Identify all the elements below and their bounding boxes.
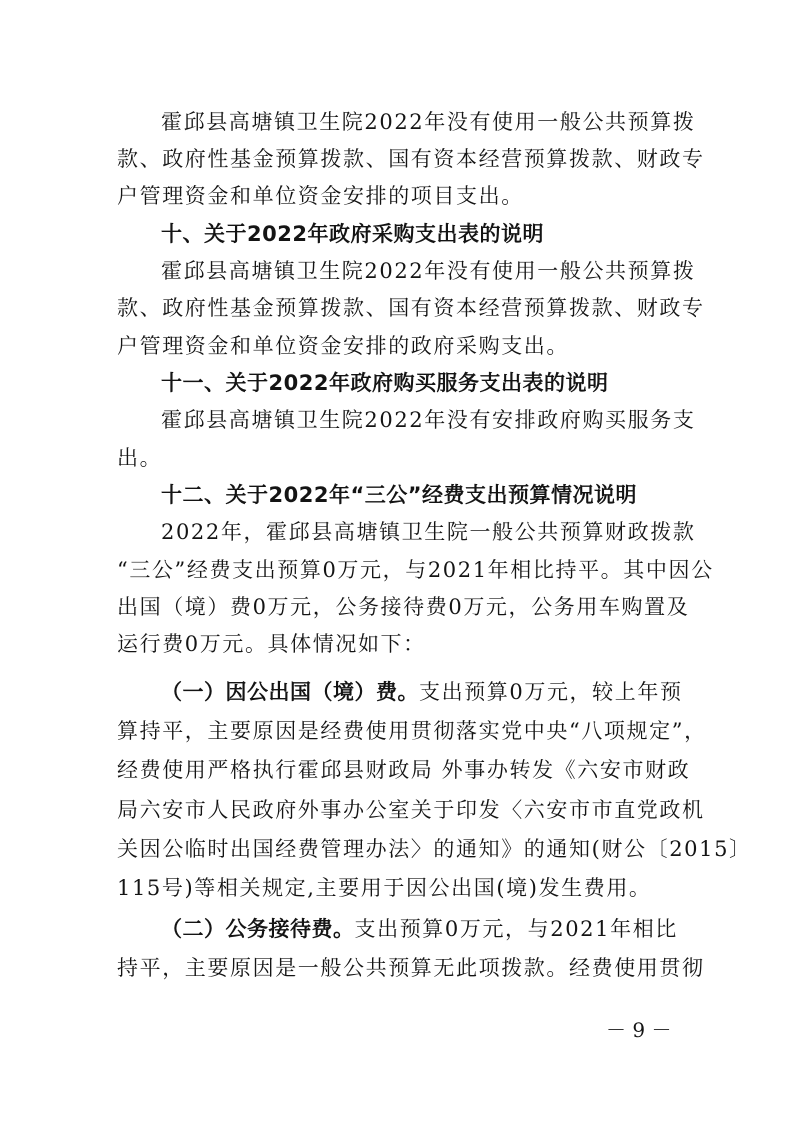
page-number: － 9 － [606, 1018, 672, 1042]
paragraph-line: 算持平，主要原因是经费使用贯彻落实党中央“八项规定”， [117, 719, 707, 743]
subsection-heading-1: （一）因公出国（境）费。 [161, 680, 419, 704]
paragraph-line: 霍邱县高塘镇卫生院2022年没有使用一般公共预算拨 [161, 259, 696, 283]
paragraph-line: 户管理资金和单位资金安排的项目支出。 [117, 184, 524, 208]
paragraph-line: 关因公临时出国经费管理办法〉的通知》的通知(财公〔2015〕 [117, 837, 752, 861]
paragraph-line: 款、政府性基金预算拨款、国有资本经营预算拨款、财政专 [117, 296, 705, 320]
paragraph-line: 115号)等相关规定,主要用于因公出国(境)发生费用。 [117, 876, 652, 900]
paragraph-line: 户管理资金和单位资金安排的政府采购支出。 [117, 334, 569, 358]
section-heading-11: 十一、关于2022年政府购买服务支出表的说明 [161, 371, 609, 395]
paragraph-line: 持平，主要原因是一般公共预算无此项拨款。经费使用贯彻 [117, 956, 705, 980]
paragraph-line [161, 677, 683, 707]
paragraph-line: 出国（境）费0万元，公务接待费0万元，公务用车购置及 [117, 595, 690, 619]
paragraph-line: 出。 [117, 446, 163, 470]
paragraph-line: 款、政府性基金预算拨款、国有资本经营预算拨款、财政专 [117, 147, 705, 171]
paragraph-line [161, 914, 677, 944]
paragraph-text: 支出预算0万元，与2021年相比 [354, 917, 678, 941]
section-heading-10: 十、关于2022年政府采购支出表的说明 [161, 222, 544, 246]
section-heading-12: 十二、关于2022年“三公”经费支出预算情况说明 [161, 483, 638, 507]
paragraph-line: 霍邱县高塘镇卫生院2022年没有使用一般公共预算拨 [161, 110, 696, 134]
paragraph-line: 运行费0万元。具体情况如下： [117, 632, 426, 656]
paragraph-line: 2022年，霍邱县高塘镇卫生院一般公共预算财政拨款 [161, 520, 696, 544]
paragraph-line: 经费使用严格执行霍邱县财政局 外事办转发《六安市财政 [117, 758, 691, 782]
paragraph-line: “三公”经费支出预算0万元，与2021年相比持平。其中因公 [117, 558, 714, 582]
paragraph-line: 局六安市人民政府外事办公室关于印发〈六安市市直党政机 [117, 798, 705, 822]
paragraph-text: 支出预算0万元，较上年预 [419, 680, 683, 704]
subsection-heading-2: （二）公务接待费。 [161, 917, 355, 941]
paragraph-line: 霍邱县高塘镇卫生院2022年没有安排政府购买服务支 [161, 408, 696, 432]
